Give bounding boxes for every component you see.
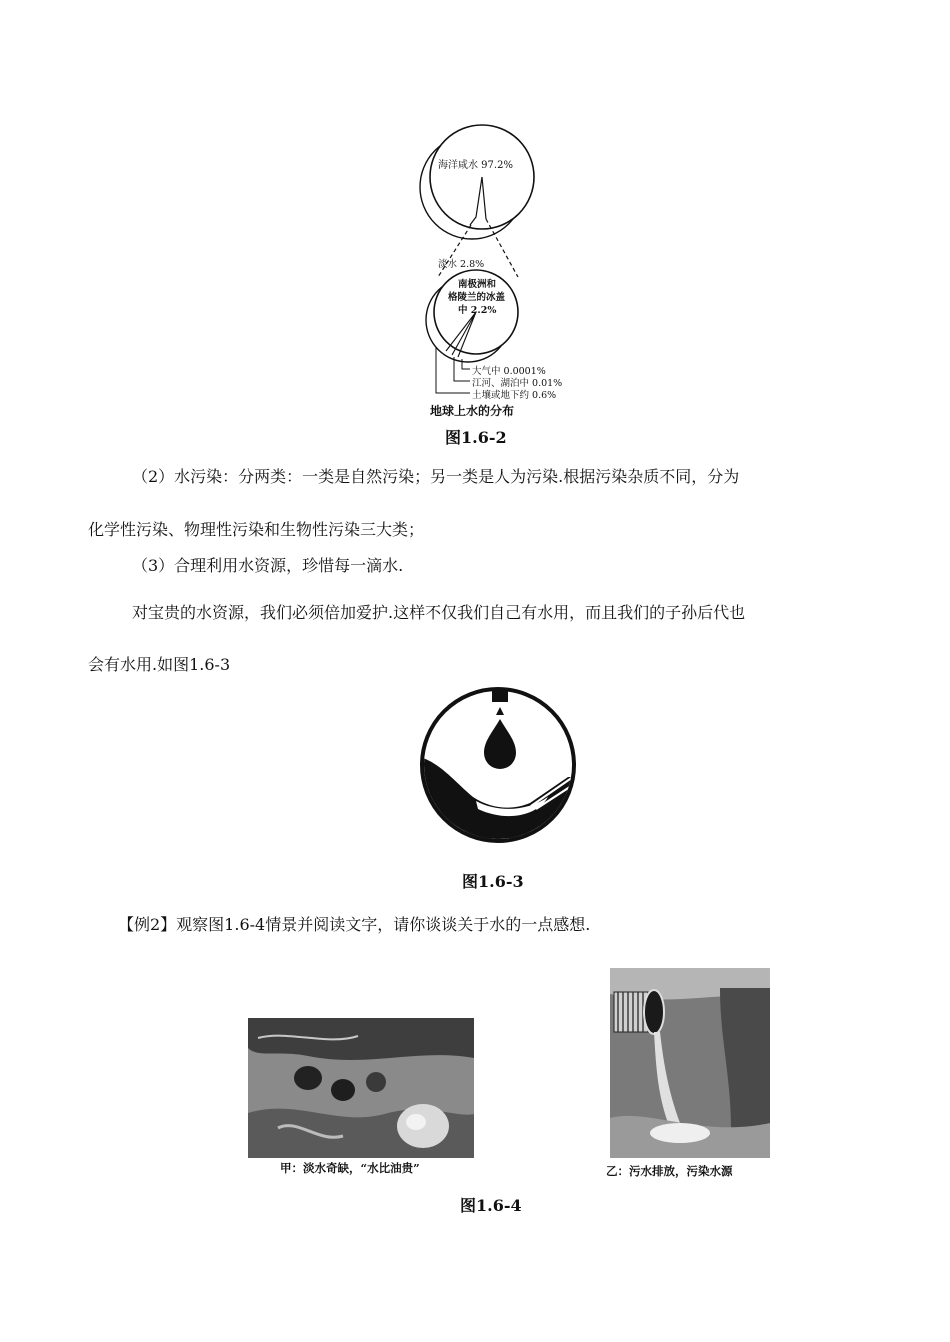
faucet-icon [492, 688, 508, 702]
figure-3-caption: 图1.6-3 [462, 872, 524, 891]
photo-left-caption: 甲：淡水奇缺，“水比油贵” [280, 1161, 420, 1175]
ice-label-1: 南极洲和 [458, 279, 497, 290]
lake-label: 江河、湖泊中 0.01% [472, 378, 563, 389]
example-2-question: 【例2】观察图1.6-4情景并阅读文字，请你谈谈关于水的一点感想. [118, 915, 591, 934]
air-label: 大气中 0.0001% [472, 366, 546, 377]
ocean-label: 海洋咸水 97.2% [438, 160, 513, 171]
soil-label: 土壤或地下约 0.6% [472, 390, 557, 401]
photo-right-caption: 乙：污水排放，污染水源 [606, 1164, 733, 1178]
diagram-title: 地球上水的分布 [430, 404, 515, 418]
fresh-water-label: 淡水 2.8% [438, 259, 485, 270]
ice-label-3: 中 2.2% [458, 305, 497, 316]
figure-4-caption: 图1.6-4 [460, 1196, 522, 1215]
photo-water-scarcity [248, 1018, 474, 1158]
paragraph-pollution-line-1: （2）水污染：分两类：一类是自然污染；另一类是人为污染.根据污染杂质不同，分为 [132, 467, 740, 486]
paragraph-pollution-line-2: 化学性污染、物理性污染和生物性污染三大类； [88, 520, 425, 539]
paragraph-save-water: （3）合理利用水资源，珍惜每一滴水. [132, 556, 404, 575]
figure-2-caption: 图1.6-2 [445, 428, 507, 447]
paragraph-protect-line-1: 对宝贵的水资源，我们必须倍加爱护.这样不仅我们自己有水用，而且我们的子孙后代也 [132, 603, 746, 622]
ice-label-2: 格陵兰的冰盖 [448, 292, 506, 303]
photo-sewage-discharge [610, 968, 770, 1158]
water-drop-logo [418, 685, 578, 845]
connector-right [486, 219, 518, 277]
paragraph-protect-line-2: 会有水用.如图1.6-3 [88, 655, 231, 674]
